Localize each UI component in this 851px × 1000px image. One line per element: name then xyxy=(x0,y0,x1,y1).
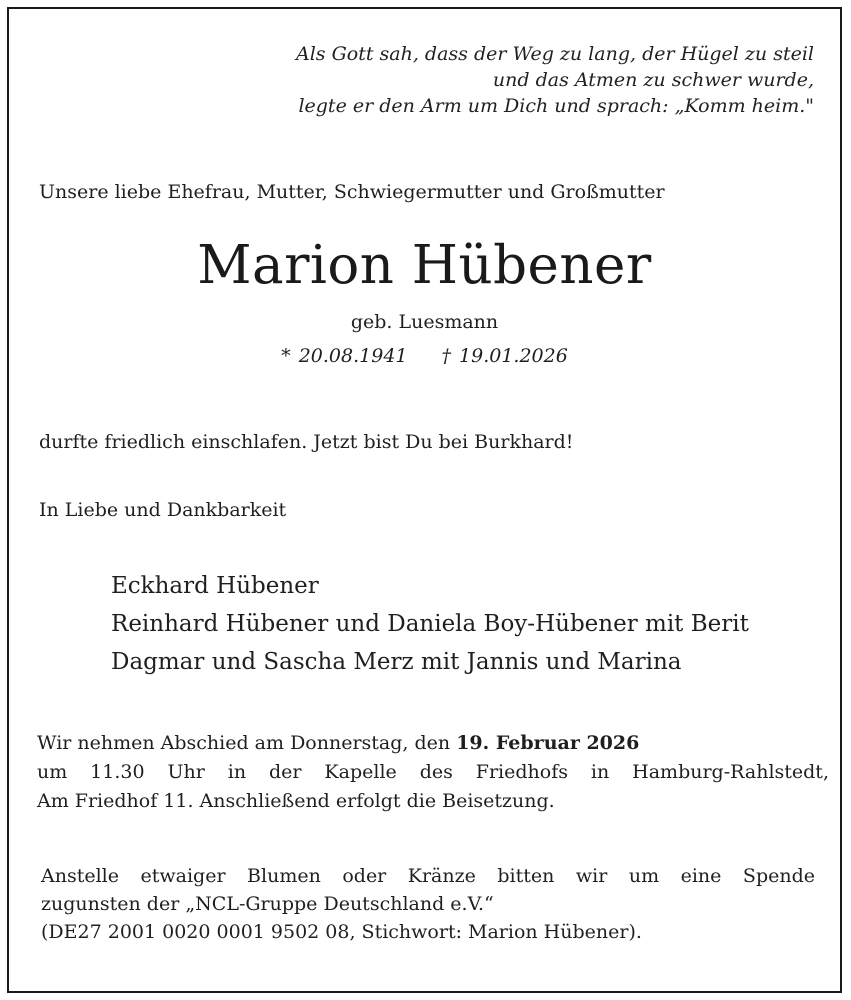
donation-request xyxy=(41,862,815,946)
family-list xyxy=(111,567,749,681)
family-member: Reinhard Hübener und Daniela Boy-Hübener mit Berit xyxy=(111,611,749,637)
birth-date: * 20.08.1941 xyxy=(281,345,408,367)
family-member: Eckhard Hübener xyxy=(111,573,319,599)
funeral-line xyxy=(37,729,829,758)
poem-line: und das Atmen zu schwer wurde, xyxy=(492,69,814,91)
death-date: † 19.01.2026 xyxy=(441,345,568,367)
deceased-name: Marion Hübener xyxy=(197,235,652,296)
family-member: Dagmar und Sascha Merz mit Jannis und Marina xyxy=(111,649,682,675)
donation-line: Anstelle etwaiger Blumen oder Kränze bitten wir um eine Spende xyxy=(41,865,815,887)
funeral-line: um 11.30 Uhr in der Kapelle des Friedhofs in Hamburg-Rahlstedt, xyxy=(37,761,829,783)
funeral-line-prefix: Wir nehmen Abschied am Donnerstag, den xyxy=(37,732,457,754)
maiden-name: geb. Luesmann xyxy=(350,311,499,333)
donation-line: (DE27 2001 0020 0001 9502 08, Stichwort: Marion Hübener). xyxy=(41,921,642,943)
funeral-date: 19. Februar 2026 xyxy=(456,732,640,754)
funeral-details xyxy=(37,729,829,816)
poem-line: legte er den Arm um Dich und sprach: „Komm heim." xyxy=(298,95,814,117)
life-dates xyxy=(9,345,840,367)
farewell-message: durfte friedlich einschlafen. Jetzt bist Du bei Burkhard! xyxy=(39,431,574,453)
funeral-line: Am Friedhof 11. Anschließend erfolgt die Beisetzung. xyxy=(37,790,555,812)
intro-text: Unsere liebe Ehefrau, Mutter, Schwiegermutter und Großmutter xyxy=(39,181,665,203)
closing-phrase: In Liebe und Dankbarkeit xyxy=(39,499,287,521)
poem-line: Als Gott sah, dass der Weg zu lang, der Hügel zu steil xyxy=(296,43,814,65)
donation-line: zugunsten der „NCL-Gruppe Deutschland e.V.“ xyxy=(41,893,494,915)
obituary-notice xyxy=(7,7,842,993)
poem-verse xyxy=(296,41,814,119)
